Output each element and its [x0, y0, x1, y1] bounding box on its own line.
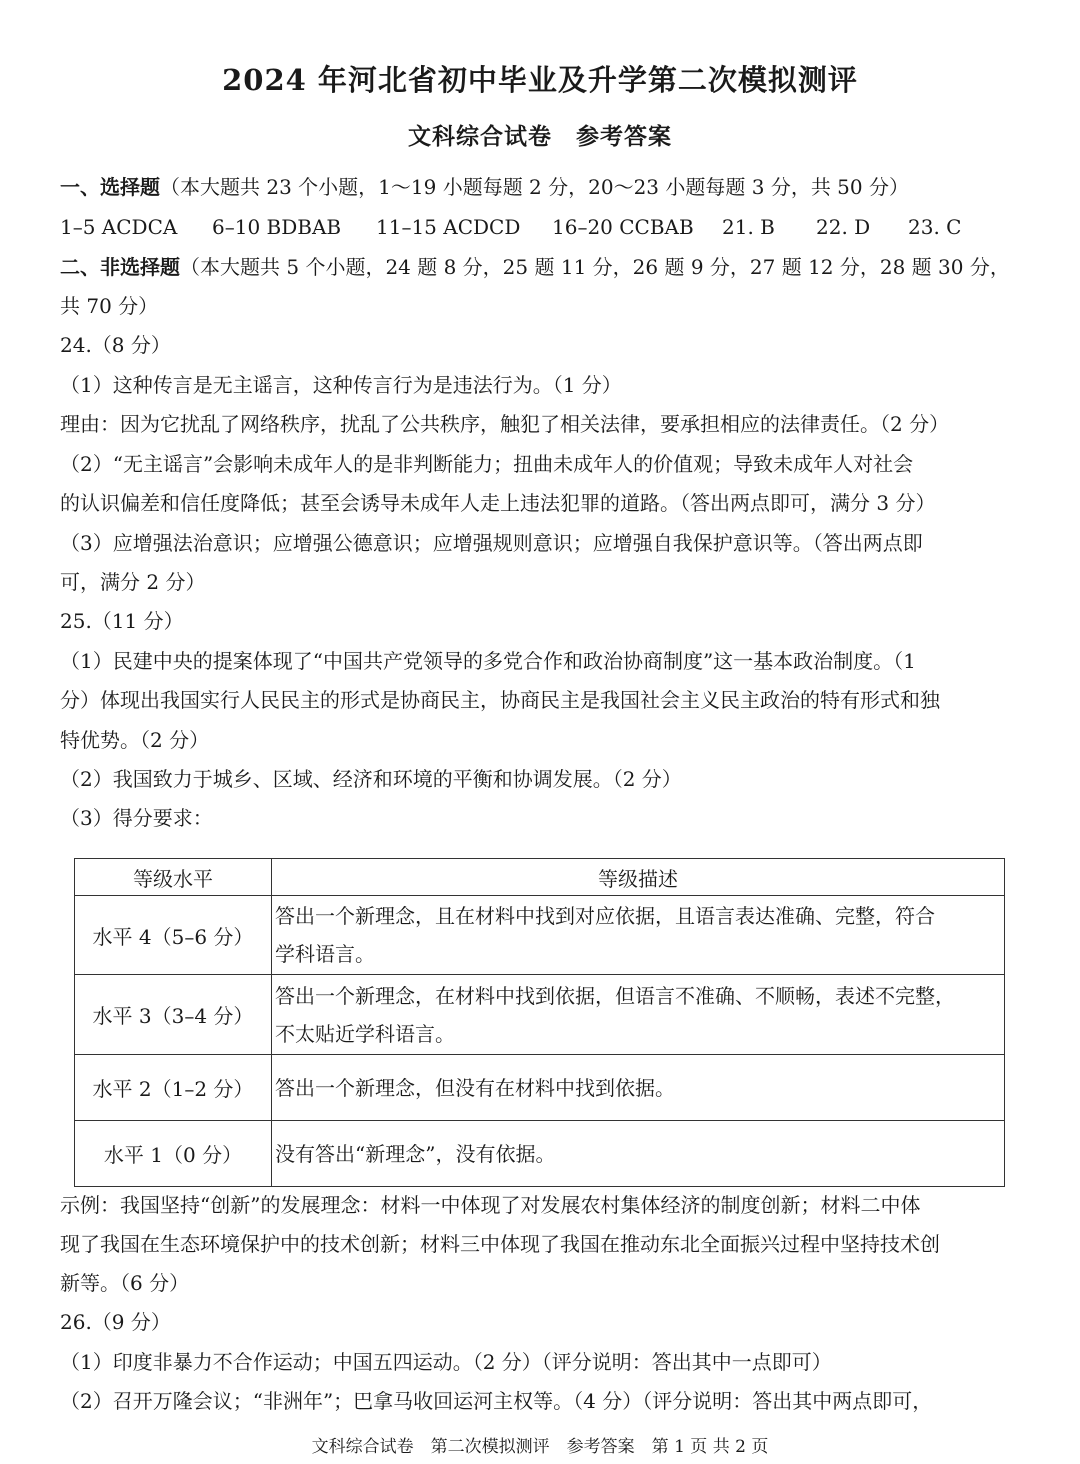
desc-line: 答出一个新理念，在材料中找到依据，但语言不准确、不顺畅，表述不完整，	[275, 983, 955, 1008]
q24-line: （3）应增强法治意识；应增强公德意识；应增强规则意识；应增强自我保护意识等。（答出两点即	[60, 531, 923, 555]
q25-heading: 25.（11 分）	[60, 609, 184, 633]
part1-heading: 一、选择题	[60, 175, 160, 199]
answer-group: 11–15 ACDCD	[376, 215, 521, 239]
grading-table	[74, 858, 1005, 1187]
part2-note-cont: 共 70 分）	[60, 294, 159, 318]
table-row	[75, 896, 1005, 975]
table-header-level: 等级水平	[75, 859, 272, 896]
desc-cell: 答出一个新理念，但没有在材料中找到依据。	[272, 1055, 1005, 1121]
table-row	[75, 975, 1005, 1055]
part1-answers	[60, 212, 1025, 242]
q24-line: （2）“无主谣言”会影响未成年人的是非判断能力；扭曲未成年人的价值观；导致未成年人对社会	[60, 452, 914, 476]
q25-line: （1）民建中央的提案体现了“中国共产党领导的多党合作和政治协商制度”这一基本政治制度。（1	[60, 649, 916, 673]
q24-line: 理由：因为它扰乱了网络秩序，扰乱了公共秩序，触犯了相关法律，要承担相应的法律责任。（2 分）	[60, 412, 950, 436]
level-cell: 水平 3（3–4 分）	[75, 975, 272, 1055]
q25-line: 分）体现出我国实行人民民主的形式是协商民主，协商民主是我国社会主义民主政治的特有形式和独	[60, 688, 940, 712]
part2-heading: 二、非选择题	[60, 255, 180, 279]
answer-group: 1–5 ACDCA	[60, 215, 178, 239]
q25-line: （2）我国致力于城乡、区域、经济和环境的平衡和协调发展。（2 分）	[60, 767, 682, 791]
part2-note: （本大题共 5 个小题，24 题 8 分，25 题 11 分，26 题 9 分，27 题 12 分，28 题 30 分，	[180, 255, 1010, 279]
table-row	[75, 1121, 1005, 1187]
desc-line: 答出一个新理念，且在材料中找到对应依据，且语言表达准确、完整，符合	[275, 904, 935, 928]
q24-line: 可，满分 2 分）	[60, 570, 206, 594]
desc-cell: 没有答出“新理念”，没有依据。	[272, 1121, 1005, 1187]
table-header-row	[75, 859, 1005, 896]
desc-cell	[272, 896, 1005, 975]
page-footer: 文科综合试卷 第二次模拟测评 参考答案 第 1 页 共 2 页	[311, 1437, 769, 1457]
q26-line: （1）印度非暴力不合作运动；中国五四运动。（2 分）（评分说明：答出其中一点即可）	[60, 1350, 832, 1374]
subtitle-answer-key: 参考答案	[576, 123, 672, 150]
answer-single: 23. C	[908, 215, 962, 239]
desc-line: 学科语言。	[275, 942, 375, 966]
q24-line: 的认识偏差和信任度降低；甚至会诱导未成年人走上违法犯罪的道路。（答出两点即可，满分 3 分）	[60, 491, 936, 515]
level-cell: 水平 2（1–2 分）	[75, 1055, 272, 1121]
q25-example-line: 新等。（6 分）	[60, 1271, 190, 1295]
q25-example-line: 示例：我国坚持“创新”的发展理念：材料一中体现了对发展农村集体经济的制度创新；材料二中体	[60, 1193, 921, 1217]
part1-heading-line	[60, 172, 1025, 202]
answer-group: 16–20 CCBAB	[552, 215, 694, 239]
q25-line: 特优势。（2 分）	[60, 728, 210, 752]
table-row	[75, 1055, 1005, 1121]
desc-line: 不太贴近学科语言。	[275, 1021, 455, 1046]
q25-example-line: 现了我国在生态环境保护中的技术创新；材料三中体现了我国在推动东北全面振兴过程中坚持技术创	[60, 1232, 940, 1256]
part2-heading-line	[60, 252, 1025, 282]
subtitle-paper-name: 文科综合试卷	[408, 123, 552, 150]
part1-note: （本大题共 23 个小题，1～19 小题每题 2 分，20～23 小题每题 3 分，共 50 分）	[160, 175, 909, 199]
level-cell: 水平 1（0 分）	[75, 1121, 272, 1187]
answer-single: 21. B	[722, 215, 775, 239]
answer-group: 6–10 BDBAB	[212, 215, 342, 239]
q24-line: （1）这种传言是无主谣言，这种传言行为是违法行为。（1 分）	[60, 373, 622, 397]
q24-heading: 24.（8 分）	[60, 333, 171, 357]
desc-cell	[272, 975, 1005, 1055]
level-cell: 水平 4（5–6 分）	[75, 896, 272, 975]
answer-single: 22. D	[816, 215, 871, 239]
q25-line: （3）得分要求：	[60, 806, 213, 830]
q26-line: （2）召开万隆会议；“非洲年”；巴拿马收回运河主权等。（4 分）（评分说明：答出其中两点即可，	[60, 1389, 933, 1413]
document-title: 2024 年河北省初中毕业及升学第二次模拟测评	[222, 63, 858, 97]
document-subtitle	[0, 118, 1080, 151]
q26-heading: 26.（9 分）	[60, 1310, 171, 1334]
table-header-desc: 等级描述	[272, 859, 1005, 896]
